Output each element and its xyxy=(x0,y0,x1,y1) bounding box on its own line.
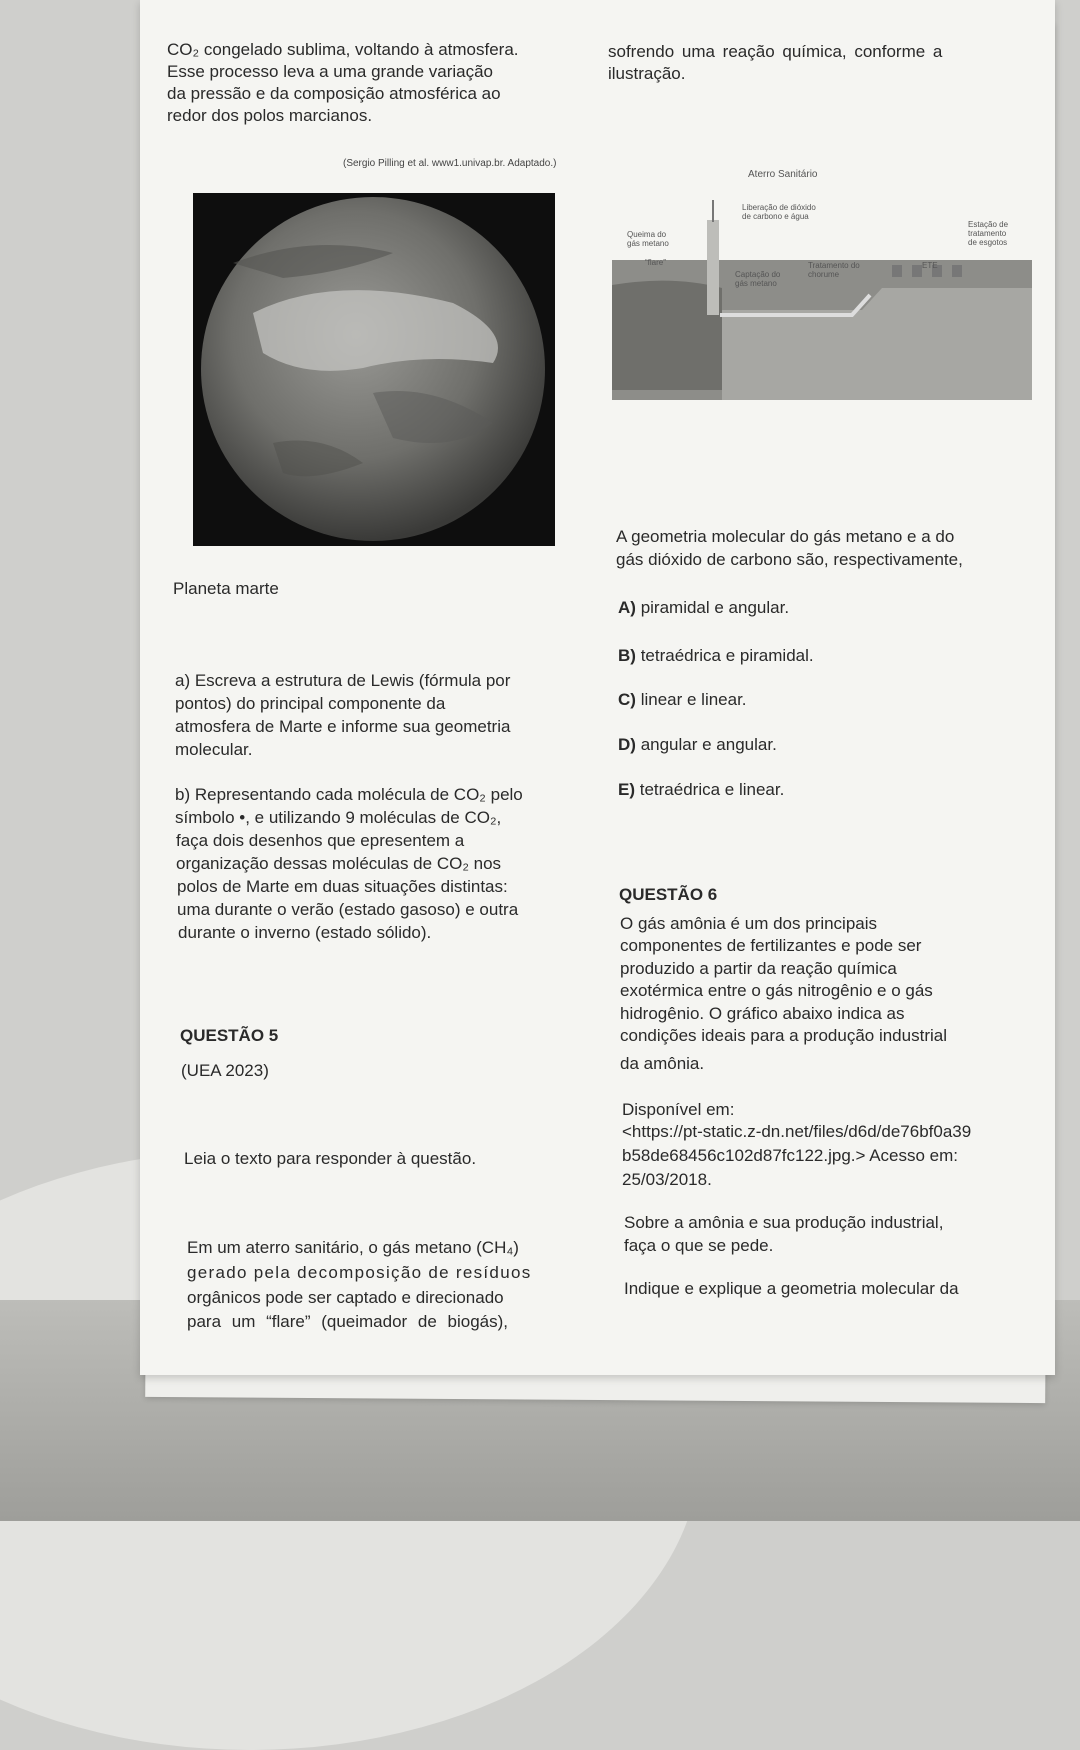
option-b-letter: B) xyxy=(618,646,636,665)
option-c xyxy=(618,689,747,711)
mars-planet-image xyxy=(193,193,555,546)
diagram-label-station-3: de esgotos xyxy=(968,238,1008,247)
q6-line-5: hidrogênio. O gráfico abaixo indica as xyxy=(620,1004,905,1023)
question-line-1: A geometria molecular do gás metano e a do xyxy=(616,527,955,546)
item-b-line-7: durante o inverno (estado sólido). xyxy=(178,923,432,942)
question-line-2: gás dióxido de carbono são, respectivamente, xyxy=(616,550,963,569)
item-a-line-2: pontos) do principal componente da xyxy=(175,694,446,713)
item-a-line-3: atmosfera de Marte e informe sua geometria xyxy=(175,717,511,736)
option-d xyxy=(618,734,777,756)
diagram-label-release: Liberação de dióxido xyxy=(742,203,816,212)
diagram-label-ete: ETE xyxy=(922,261,938,270)
intro-line-2: Esse processo leva a uma grande variação xyxy=(167,62,494,81)
q5-text-line-3: orgânicos pode ser captado e direcionado xyxy=(187,1288,504,1307)
ask-line-2: faça o que se pede. xyxy=(624,1236,774,1255)
item-b-line-4: organização dessas moléculas de CO₂ nos xyxy=(176,854,502,873)
diagram-label-burn: Queima do xyxy=(627,230,667,239)
q5-text-line-2: gerado pela decomposição de resíduos xyxy=(187,1263,532,1282)
q6-line-3: produzido a partir da reação química xyxy=(620,959,897,978)
q6-title: QUESTÃO 6 xyxy=(619,885,718,904)
diagram-label-burn-2: gás metano xyxy=(627,239,669,248)
intro-line-3: da pressão e da composição atmosférica ao xyxy=(167,84,501,103)
item-a-line-4: molecular. xyxy=(175,740,253,759)
image-caption: Planeta marte xyxy=(173,579,279,598)
q5-text-line-1: Em um aterro sanitário, o gás metano (CH₄) xyxy=(187,1238,519,1257)
diagram-title: Aterro Sanitário xyxy=(748,169,818,180)
q5-title: QUESTÃO 5 xyxy=(180,1026,279,1045)
item-b-line-1: b) Representando cada molécula de CO₂ pelo xyxy=(175,785,523,804)
option-d-text: angular e angular. xyxy=(640,735,777,754)
available-line-3: b58de68456c102d87fc122.jpg.> Acesso em: xyxy=(622,1146,959,1165)
option-c-text: linear e linear. xyxy=(640,690,747,709)
diagram-label-capture-2: gás metano xyxy=(735,279,777,288)
q6-line-2: componentes de fertilizantes e pode ser xyxy=(620,936,922,955)
diagram-label-station-2: tratamento xyxy=(968,229,1007,238)
item-b-line-6: uma durante o verão (estado gasoso) e outra xyxy=(177,900,519,919)
q5-instruction: Leia o texto para responder à questão. xyxy=(184,1149,477,1168)
item-b-line-5: polos de Marte em duas situações distintas: xyxy=(177,877,508,896)
option-d-letter: D) xyxy=(618,735,636,754)
q6-line-6: condições ideais para a produção industrial xyxy=(620,1026,947,1045)
option-e-letter: E) xyxy=(618,780,635,799)
item-b-line-2: símbolo •, e utilizando 9 moléculas de CO₂, xyxy=(175,808,502,827)
q5-text-line-4: para um “flare” (queimador de biogás), xyxy=(187,1312,509,1331)
right-top-line-2: ilustração. xyxy=(608,64,686,83)
diagram-label-station: Estação de xyxy=(968,220,1009,229)
option-a-text: piramidal e angular. xyxy=(640,598,790,617)
diagram-label-release-2: de carbono e água xyxy=(742,212,809,221)
option-c-letter: C) xyxy=(618,690,636,709)
available-line-2: <https://pt-static.z-dn.net/files/d6d/de76bf0a39 xyxy=(622,1122,972,1141)
diagram-label-flare: “flare” xyxy=(645,258,666,267)
item-b-line-3: faça dois desenhos que epresentem a xyxy=(176,831,465,850)
intro-line-4: redor dos polos marcianos. xyxy=(167,106,373,125)
diagram-label-capture: Captação do xyxy=(735,270,781,279)
ask-line-1: Sobre a amônia e sua produção industrial, xyxy=(624,1213,944,1232)
q5-source: (UEA 2023) xyxy=(181,1061,269,1080)
option-e-text: tetraédrica e linear. xyxy=(639,780,785,799)
option-b xyxy=(618,645,814,667)
right-top-line-1: sofrendo uma reação química, conforme a xyxy=(608,42,943,61)
diagram-label-treatment-2: chorume xyxy=(808,270,840,279)
available-line-1: Disponível em: xyxy=(622,1100,735,1119)
item-a-line-1: a) Escreva a estrutura de Lewis (fórmula por xyxy=(175,671,511,690)
intro-line-1: CO₂ congelado sublima, voltando à atmosfera. xyxy=(167,40,519,59)
option-e xyxy=(618,779,784,801)
image-credit: (Sergio Pilling et al. www1.univap.br. Adaptado.) xyxy=(343,158,557,169)
q6-line-4: exotérmica entre o gás nitrogênio e o gás xyxy=(620,981,933,1000)
indicate-line: Indique e explique a geometria molecular da xyxy=(624,1279,959,1298)
option-b-text: tetraédrica e piramidal. xyxy=(640,646,814,665)
diagram-label-treatment: Tratamento do xyxy=(808,261,860,270)
q6-line-1: O gás amônia é um dos principais xyxy=(620,914,878,933)
option-a-letter: A) xyxy=(618,598,636,617)
mars-photo xyxy=(193,193,555,546)
option-a xyxy=(618,597,789,619)
q6-line-7: da amônia. xyxy=(620,1054,705,1073)
available-line-4: 25/03/2018. xyxy=(622,1170,712,1189)
